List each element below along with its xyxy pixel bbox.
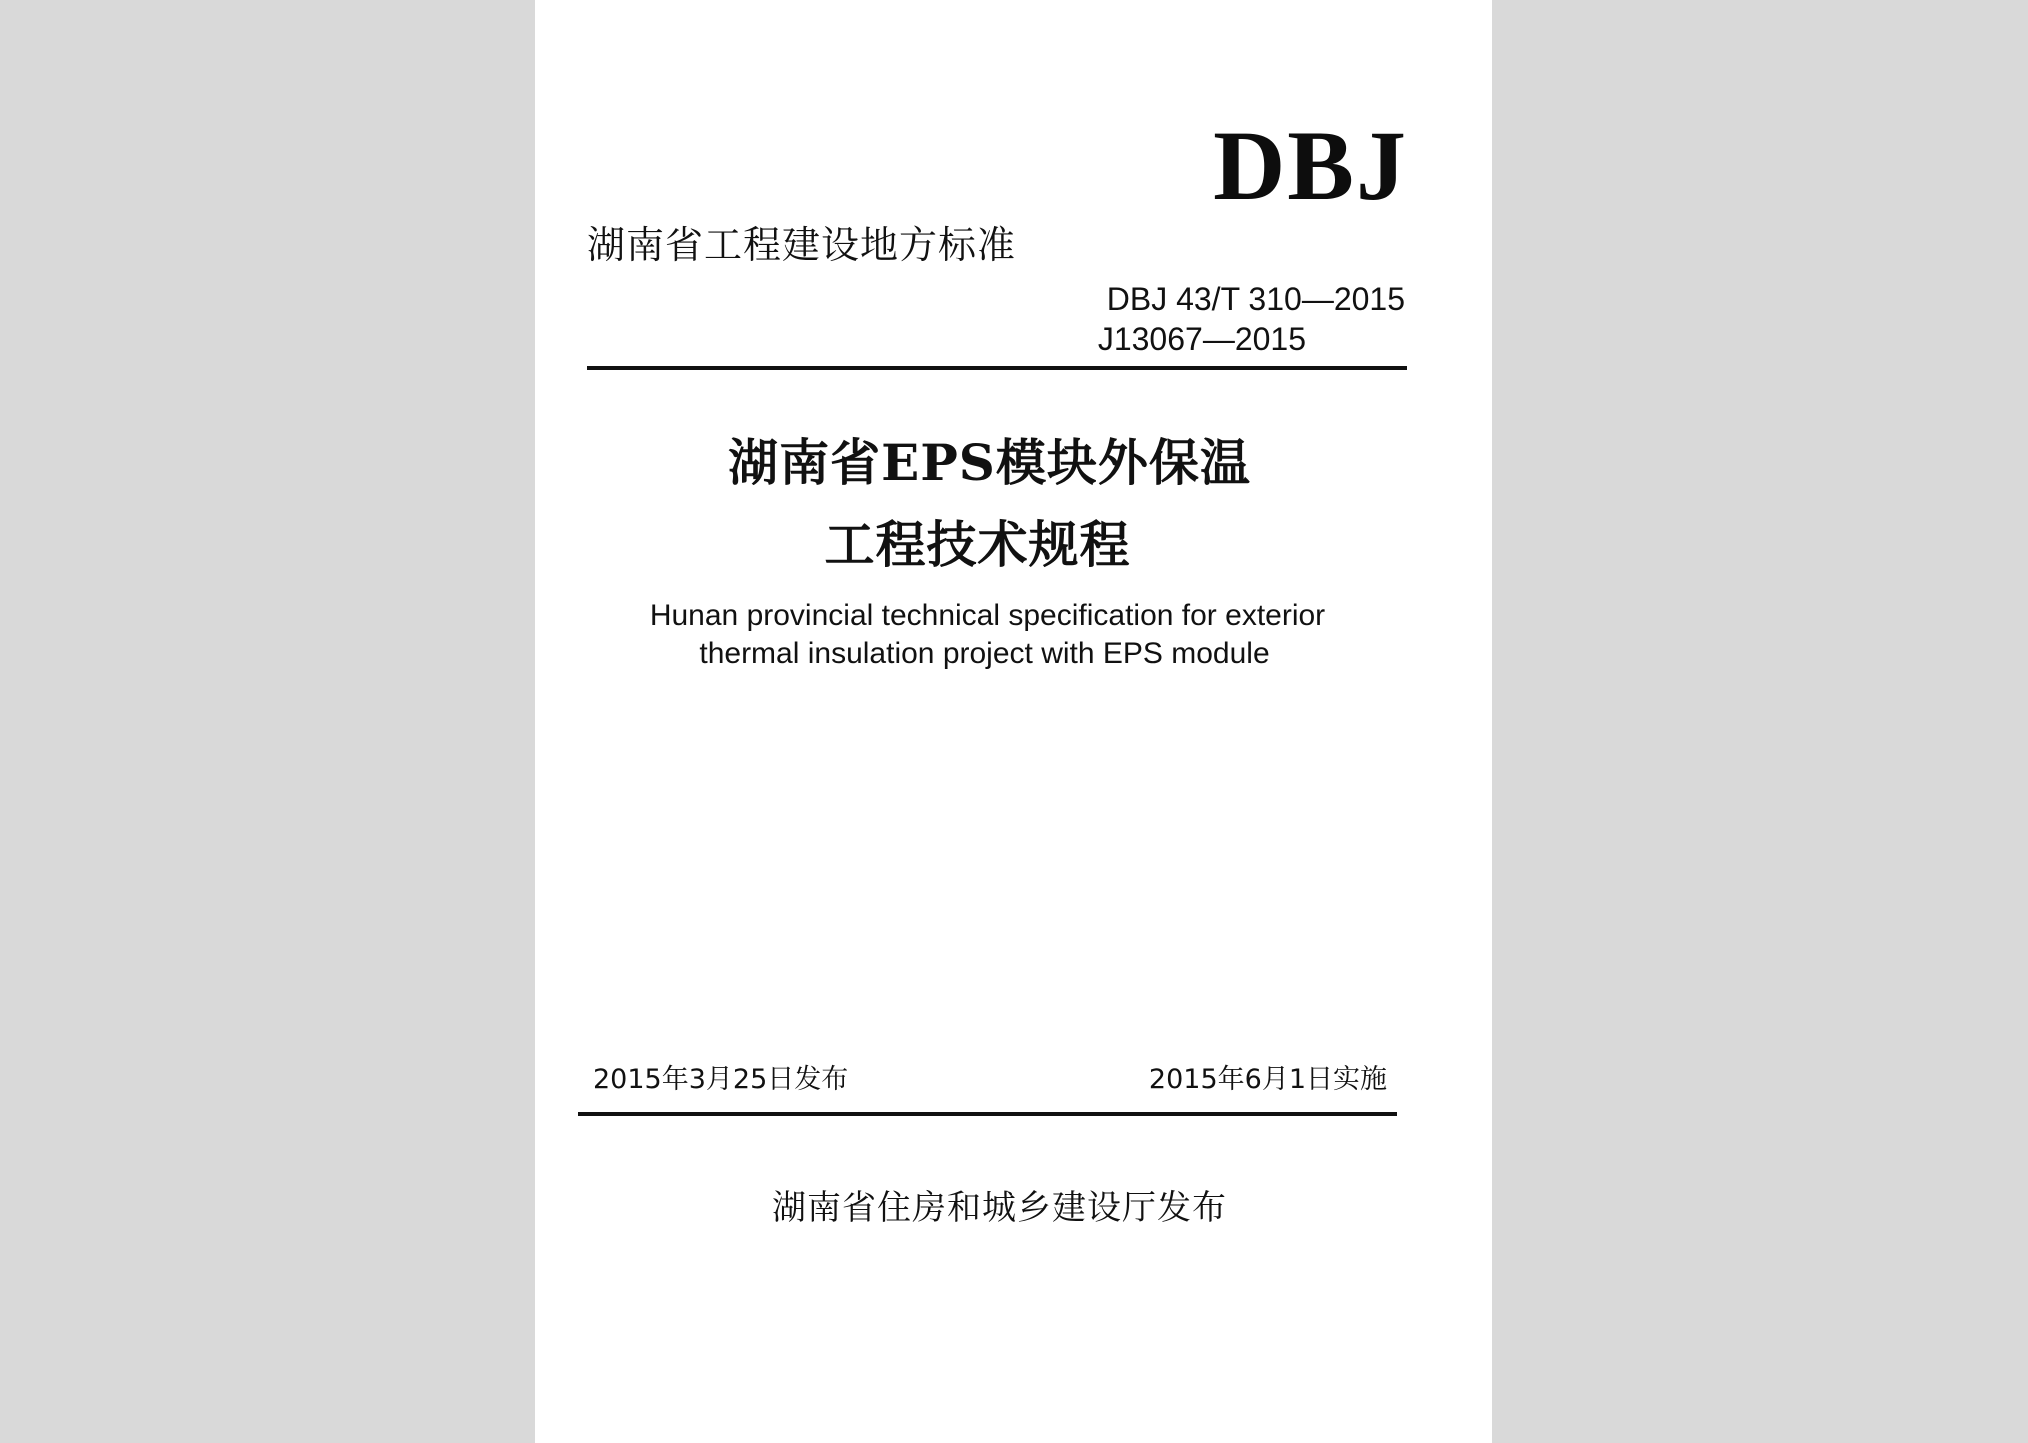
top-divider bbox=[587, 366, 1407, 370]
bottom-divider bbox=[578, 1112, 1397, 1116]
title-chinese-line-1: 湖南省EPS模块外保温 bbox=[728, 433, 1251, 492]
record-number: J13067—2015 bbox=[1097, 321, 1306, 357]
standard-number: DBJ 43/T 310—2015 bbox=[1106, 281, 1405, 317]
dbj-logo: DBJ bbox=[1213, 110, 1408, 221]
cover-page bbox=[535, 0, 1492, 1443]
standard-category: 湖南省工程建设地方标准 bbox=[587, 223, 1017, 267]
title-chinese-line-2: 工程技术规程 bbox=[824, 515, 1131, 574]
issue-date: 2015年3月25日发布 bbox=[593, 1064, 849, 1095]
publisher: 湖南省住房和城乡建设厅发布 bbox=[772, 1188, 1227, 1228]
title-english-line-1: Hunan provincial technical specification for exterior bbox=[649, 599, 1326, 632]
title-english-line-2: thermal insulation project with EPS module bbox=[699, 637, 1270, 670]
implementation-date: 2015年6月1日实施 bbox=[1148, 1064, 1387, 1095]
